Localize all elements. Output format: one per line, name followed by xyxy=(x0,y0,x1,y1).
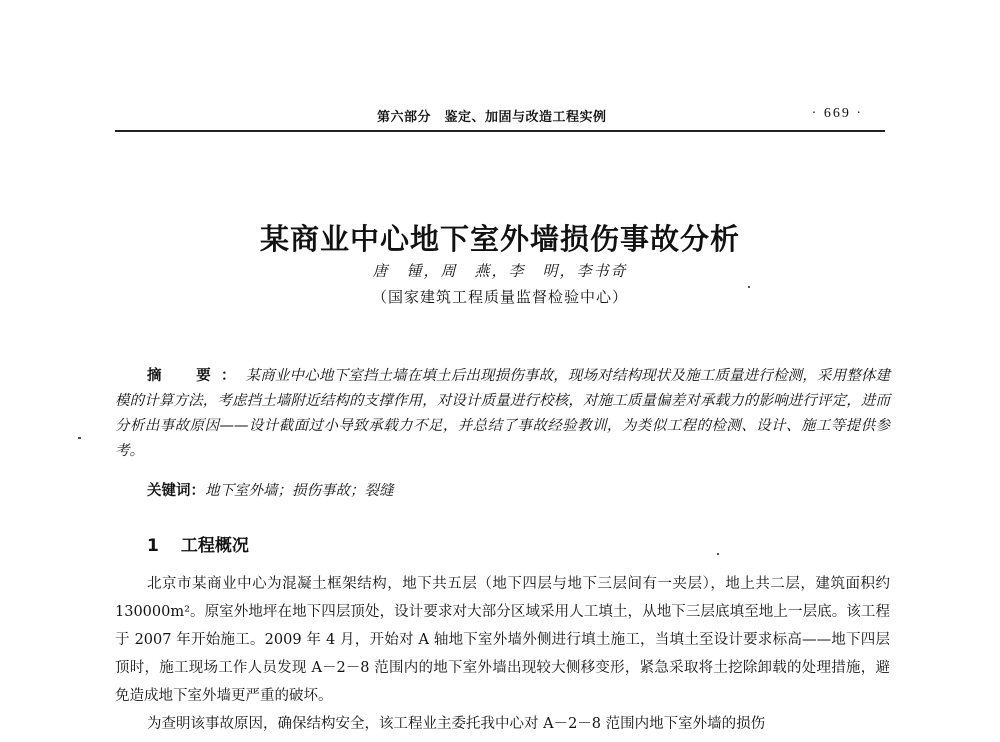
body-paragraph: 北京市某商业中心为混凝土框架结构，地下共五层（地下四层与地下三层间有一夹层），地上共二层，建筑面积约 130000m²。原室外地坪在地下四层顶处，设计要求对大部分区域采用人工填土，从地下三层底填至地上一层底。该工程于 2007 年开始施工。2009 年 4 月，开始对 A 轴地下室外墙外侧进行填土施工，当填土至设计要求标高——地下四层顶时，施工现场工作人员发现 A－2－8 范围内的地下室外墙出现较大侧移变形，紧急采取将土挖除卸载的处理措施，避免造成地下室外墙更严重的破坏。 xyxy=(115,576,890,704)
running-header-section: 第六部分 鉴定、加固与改造工程实例 xyxy=(377,110,607,125)
abstract xyxy=(115,363,890,464)
header-rule xyxy=(115,130,885,132)
running-header xyxy=(115,106,885,128)
section-body xyxy=(115,570,890,738)
keywords xyxy=(147,479,887,500)
section-title: 工程概况 xyxy=(180,536,249,556)
scan-speck xyxy=(748,286,750,288)
section-number: 1 xyxy=(147,536,159,556)
page-number: · 669 · xyxy=(811,106,863,121)
article-title: 某商业中心地下室外墙损伤事故分析 xyxy=(259,222,740,256)
keywords-label: 关键词： xyxy=(147,482,205,499)
keywords-text: 地下室外墙；损伤事故；裂缝 xyxy=(205,483,394,499)
scan-speck xyxy=(717,553,719,555)
body-paragraph: 为查明该事故原因，确保结构安全，该工程业主委托我中心对 A－2－8 范围内地下室外墙的损伤 xyxy=(147,716,766,732)
abstract-label: 摘 要： xyxy=(147,367,246,384)
abstract-text: 某商业中心地下室挡土墙在填土后出现损伤事故，现场对结构现状及施工质量进行检测，采用整体建模的计算方法，考虑挡土墙附近结构的支撑作用，对设计质量进行校核，对施工质量偏差对承载力的影响进行评定，进而分析出事故原因——设计截面过小导致承载力不足，并总结了事故经验教训，为类似工程的检测、设计、施工等提供参考。 xyxy=(115,368,891,459)
article-authors: 唐 锺，周 燕，李 明，李书奇 xyxy=(372,262,628,280)
section-heading xyxy=(147,531,249,556)
scan-speck xyxy=(78,437,81,439)
article-affiliation: （国家建筑工程质量监督检验中心） xyxy=(371,288,628,306)
